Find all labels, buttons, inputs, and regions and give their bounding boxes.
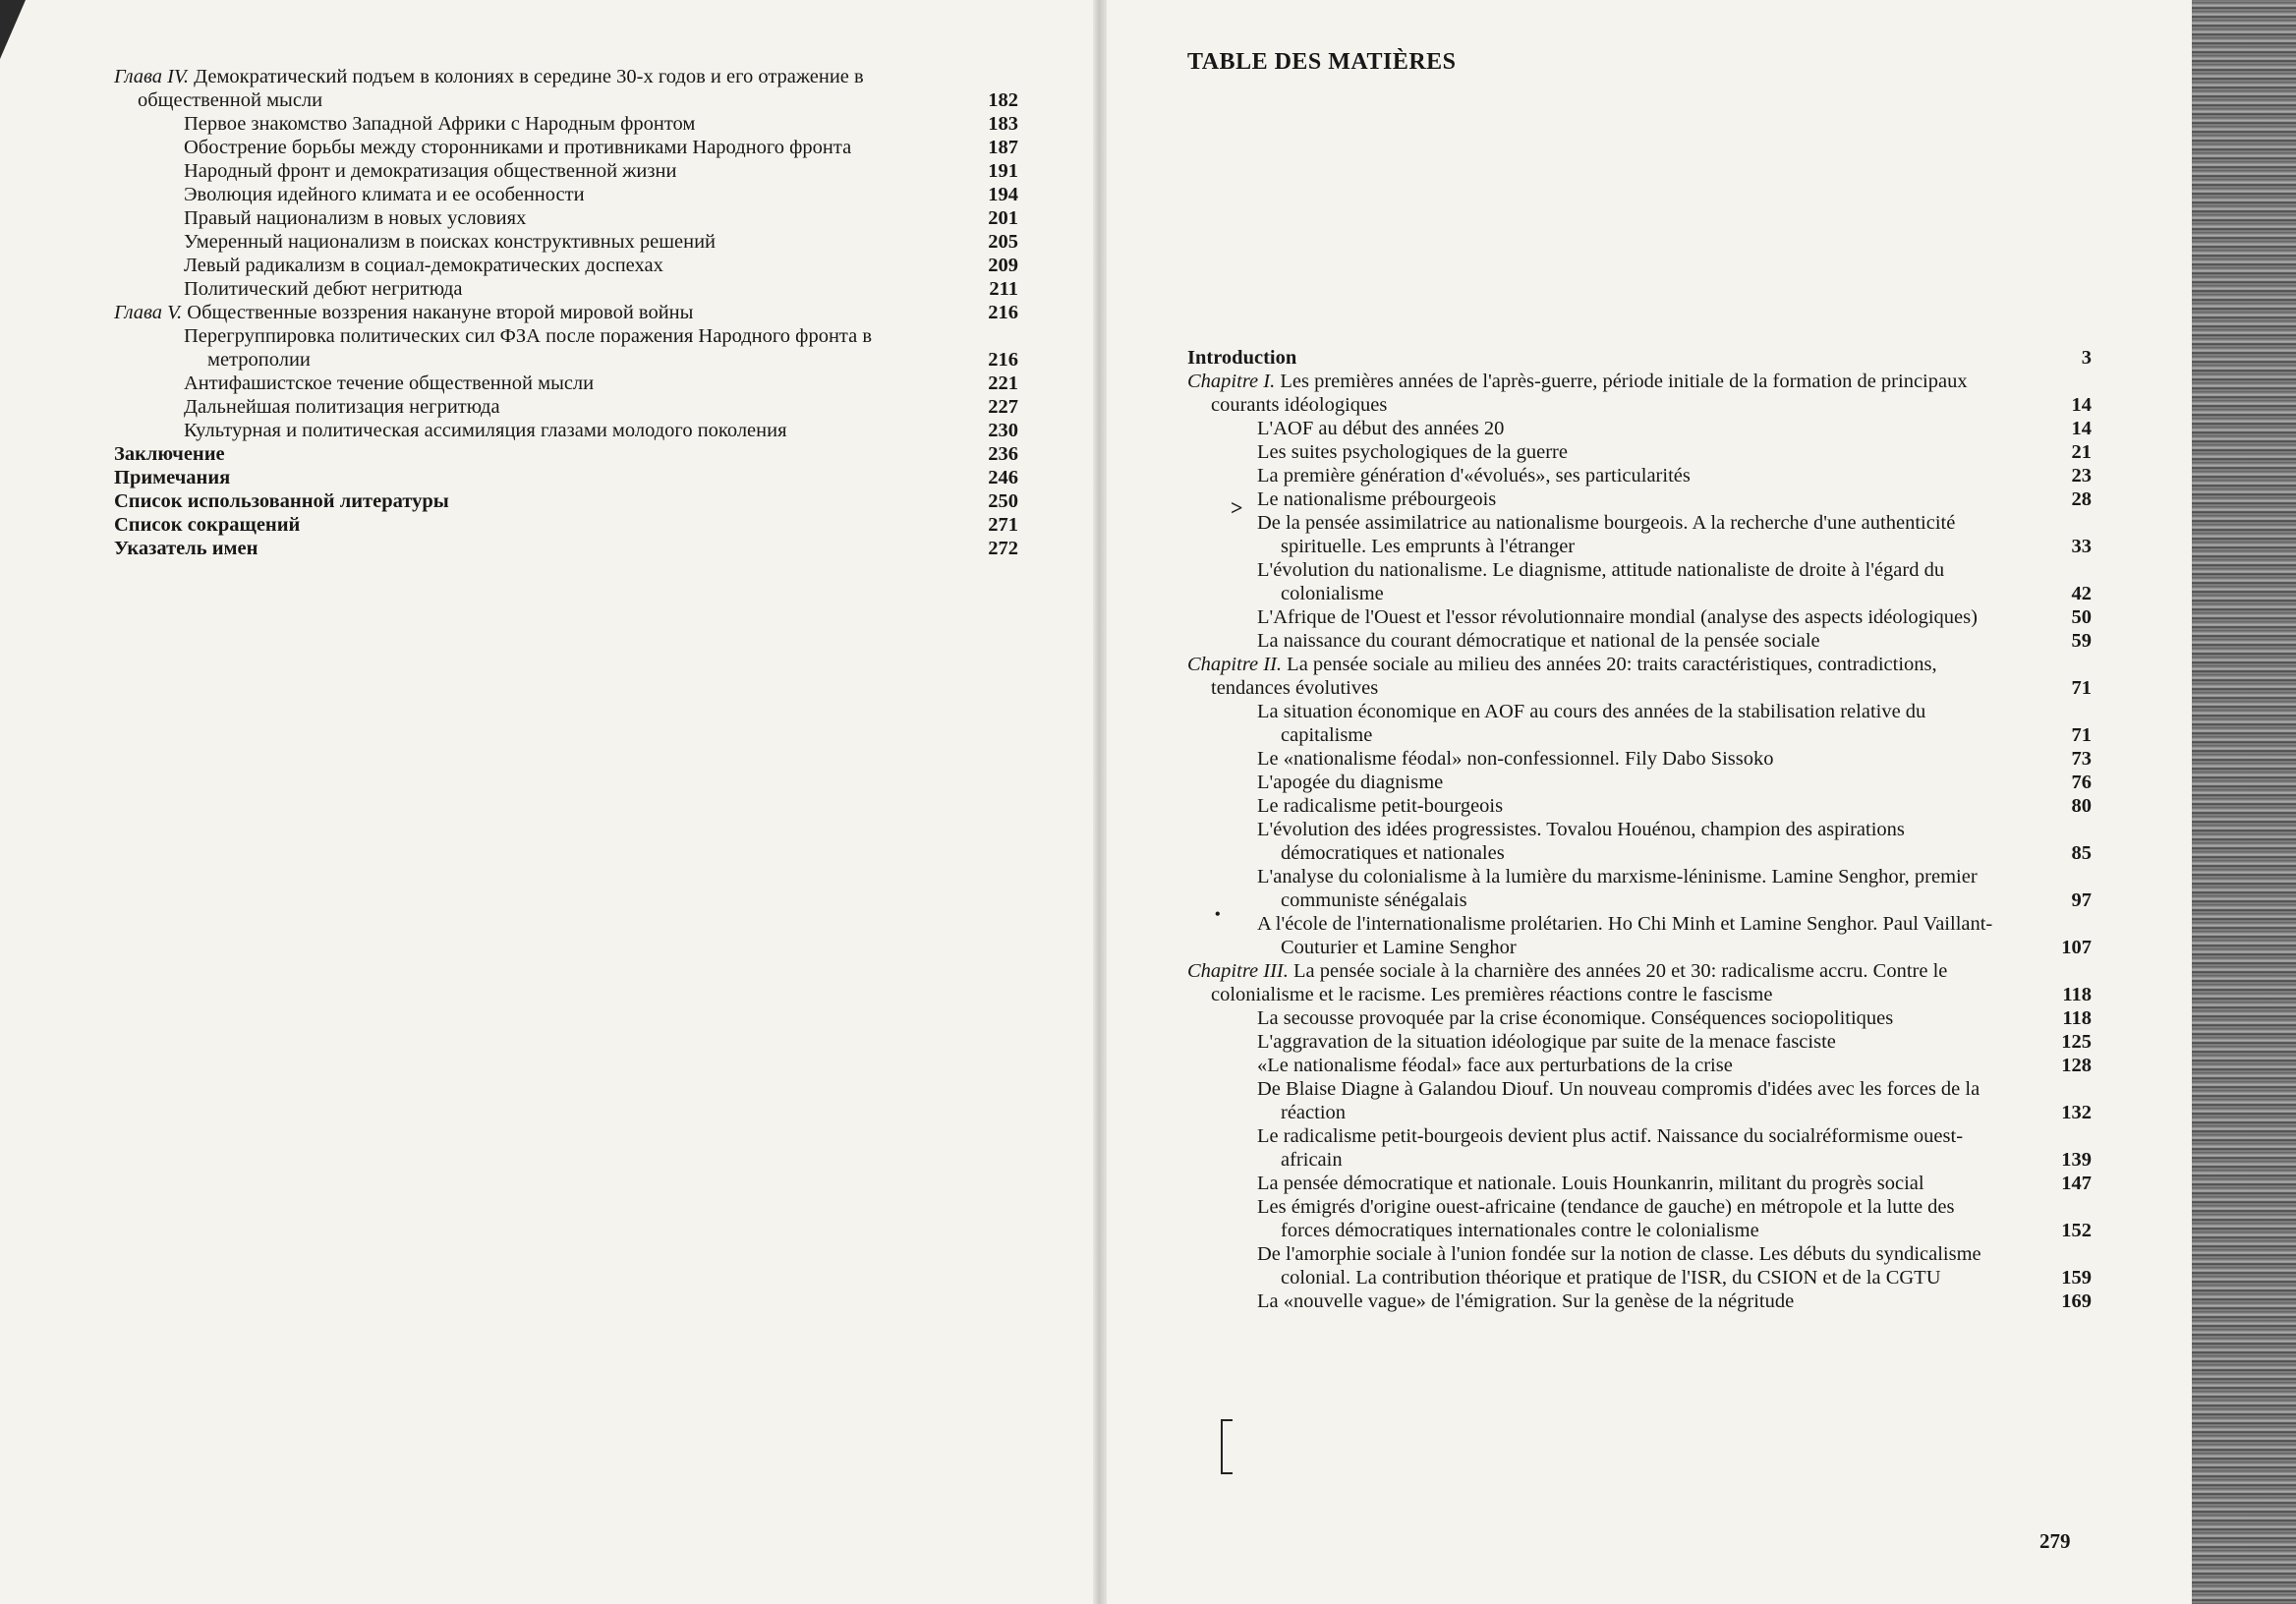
toc-page-number: 59	[2071, 630, 2092, 652]
toc-entry-title: L'aggravation de la situation idéologique par suite de la menace fasciste	[1257, 1031, 1836, 1053]
toc-page-number: 250	[988, 490, 1018, 512]
page-edge-stack	[2192, 0, 2296, 1604]
toc-entry	[114, 324, 1018, 372]
table-of-contents-title: TABLE DES MATIÈRES	[1187, 49, 1457, 75]
toc-entry-text	[1257, 771, 2092, 794]
toc-page-number: 194	[988, 184, 1018, 205]
toc-entry-text	[114, 537, 1018, 560]
toc-page-number: 125	[2061, 1031, 2092, 1053]
toc-page-number: 14	[2071, 418, 2092, 439]
corner-shadow	[0, 0, 26, 59]
toc-entry	[1187, 1124, 2092, 1172]
toc-page-number: 182	[988, 89, 1018, 111]
toc-entry	[114, 372, 1018, 395]
toc-page-number: 205	[988, 231, 1018, 253]
russian-table-of-contents	[114, 65, 1018, 560]
toc-entry-title: De Blaise Diagne à Galandou Diouf. Un nouveau compromis d'idées avec les forces de la réaction	[1257, 1078, 1980, 1123]
toc-entry-title: Перегруппировка политических сил ФЗА после поражения Народного фронта в метрополии	[184, 325, 873, 371]
toc-page-number: 128	[2061, 1055, 2092, 1076]
toc-entry-text	[1187, 653, 2092, 700]
margin-bullet-mark: •	[1215, 906, 1221, 923]
toc-entry-title: Народный фронт и демократизация общественной жизни	[184, 160, 677, 182]
toc-page-number: 159	[2061, 1267, 2092, 1289]
toc-entry-text	[1257, 1006, 2092, 1030]
toc-entry	[114, 442, 1018, 466]
toc-entry	[114, 254, 1018, 277]
toc-page-number: 132	[2061, 1102, 2092, 1123]
toc-entry-title: La naissance du courant démocratique et national de la pensée sociale	[1257, 630, 1820, 652]
toc-page-number: 152	[2061, 1220, 2092, 1241]
toc-page-number: 50	[2071, 606, 2092, 628]
toc-entry-title: L'AOF au début des années 20	[1257, 418, 1505, 439]
toc-page-number: 14	[2071, 394, 2092, 416]
toc-entry-title: Политический дебют негритюда	[184, 278, 463, 300]
toc-entry	[114, 537, 1018, 560]
toc-entry	[1187, 346, 2092, 370]
toc-page-number: 85	[2071, 842, 2092, 864]
toc-entry-text	[1257, 487, 2092, 511]
toc-entry	[1187, 771, 2092, 794]
toc-page-number: 236	[988, 443, 1018, 465]
toc-page-number: 221	[988, 372, 1018, 394]
toc-entry-text	[184, 230, 1018, 254]
toc-entry-text	[184, 324, 1018, 372]
toc-entry-text	[184, 112, 1018, 136]
toc-entry	[1187, 818, 2092, 865]
toc-page-number: 183	[988, 113, 1018, 135]
toc-entry-title: Introduction	[1187, 347, 1297, 369]
toc-page-number: 187	[988, 137, 1018, 158]
toc-entry-title: Умеренный национализм в поисках конструктивных решений	[184, 231, 717, 253]
toc-entry	[114, 419, 1018, 442]
toc-page-number: 42	[2071, 583, 2092, 604]
toc-page-number: 209	[988, 255, 1018, 276]
toc-entry-text	[114, 442, 1018, 466]
toc-entry-text	[1187, 370, 2092, 417]
toc-page-number: 28	[2071, 488, 2092, 510]
toc-entry-text	[1187, 959, 2092, 1006]
toc-entry-text	[1187, 346, 2092, 370]
toc-entry-text	[1257, 747, 2092, 771]
toc-page-number: 272	[988, 538, 1018, 559]
toc-entry-title: La situation économique en AOF au cours des années de la stabilisation relative du capitalisme	[1257, 701, 1926, 746]
toc-entry-title: Антифашистское течение общественной мысли	[184, 372, 595, 394]
toc-entry	[114, 206, 1018, 230]
toc-page-number: 73	[2071, 748, 2092, 770]
toc-entry	[1187, 417, 2092, 440]
toc-entry-text	[114, 65, 1018, 112]
toc-entry	[1187, 440, 2092, 464]
chapter-label: Глава V.	[114, 302, 183, 323]
toc-page-number: 107	[2061, 937, 2092, 958]
toc-page-number: 21	[2071, 441, 2092, 463]
toc-entry	[1187, 558, 2092, 605]
toc-entry	[1187, 629, 2092, 653]
toc-entry	[1187, 1242, 2092, 1289]
toc-entry	[1187, 1054, 2092, 1077]
toc-entry-text	[1257, 1195, 2092, 1242]
toc-entry-text	[184, 206, 1018, 230]
toc-entry	[1187, 511, 2092, 558]
toc-entry-title: La pensée démocratique et nationale. Louis Hounkanrin, militant du progrès social	[1257, 1173, 1924, 1194]
toc-entry-text	[1257, 1172, 2092, 1195]
toc-entry-text	[1257, 865, 2092, 912]
toc-entry-title: Дальнейшая политизация негритюда	[184, 396, 500, 418]
toc-entry-title: L'Afrique de l'Ouest et l'essor révolutionnaire mondial (analyse des aspects idéologiques)	[1257, 606, 1978, 628]
toc-entry-text	[1257, 1242, 2092, 1289]
toc-entry	[1187, 912, 2092, 959]
toc-entry	[114, 230, 1018, 254]
margin-arrow-mark: >	[1231, 495, 1243, 520]
toc-entry	[1187, 794, 2092, 818]
chapter-label: Chapitre I.	[1187, 371, 1276, 392]
toc-entry	[1187, 1030, 2092, 1054]
toc-entry-title: L'apogée du diagnisme	[1257, 772, 1444, 793]
toc-entry-title: Les émigrés d'origine ouest-africaine (tendance de gauche) en métropole et la lutte des forces démocratiques internationales contre le colonialisme	[1257, 1196, 1955, 1241]
toc-entry-text	[114, 466, 1018, 489]
toc-entry-text	[1257, 794, 2092, 818]
toc-page-number: 33	[2071, 536, 2092, 557]
toc-page-number: 230	[988, 420, 1018, 441]
toc-entry-title: Список сокращений	[114, 514, 301, 536]
toc-page-number: 118	[2062, 1007, 2092, 1029]
toc-entry-title: Правый национализм в новых условиях	[184, 207, 527, 229]
chapter-label: Chapitre II.	[1187, 654, 1283, 675]
toc-entry-title: La pensée sociale à la charnière des années 20 et 30: radicalisme accru. Contre le colonialisme et le racisme. Les premières réactions contre le fascisme	[1211, 960, 1948, 1005]
toc-entry-title: Левый радикализм в социал-демократических доспехах	[184, 255, 663, 276]
toc-entry-title: L'évolution du nationalisme. Le diagnisme, attitude nationaliste de droite à l'égard du colonialisme	[1257, 559, 1945, 604]
toc-entry-title: Les suites psychologiques de la guerre	[1257, 441, 1568, 463]
toc-entry-title: Обострение борьбы между сторонниками и противниками Народного фронта	[184, 137, 852, 158]
toc-entry	[1187, 464, 2092, 487]
toc-entry-text	[1257, 1124, 2092, 1172]
toc-entry-title: L'analyse du colonialisme à la lumière du marxisme-léninisme. Lamine Senghor, premier communiste sénégalais	[1257, 866, 1978, 911]
toc-entry-title: Общественные воззрения накануне второй мировой войны	[187, 302, 694, 323]
toc-entry-title: La «nouvelle vague» de l'émigration. Sur la genèse de la négritude	[1257, 1290, 1795, 1312]
toc-page-number: 71	[2071, 677, 2092, 699]
toc-entry	[114, 489, 1018, 513]
toc-page-number: 216	[988, 349, 1018, 371]
toc-entry-title: La première génération d'«évolués», ses particularités	[1257, 465, 1691, 487]
toc-entry	[1187, 700, 2092, 747]
toc-entry	[1187, 487, 2092, 511]
chapter-label: Chapitre III.	[1187, 960, 1289, 982]
toc-entry	[114, 277, 1018, 301]
toc-entry-title: Культурная и политическая ассимиляция глазами молодого поколения	[184, 420, 787, 441]
chapter-label: Глава IV.	[114, 66, 189, 87]
toc-entry-title: La pensée sociale au milieu des années 20: traits caractéristiques, contradictions, tendances évolutives	[1211, 654, 1937, 699]
toc-page-number: 271	[988, 514, 1018, 536]
toc-entry	[114, 466, 1018, 489]
toc-entry-title: Le «nationalisme féodal» non-confessionnel. Fily Dabo Sissoko	[1257, 748, 1774, 770]
toc-page-number: 23	[2071, 465, 2092, 487]
toc-page-number: 3	[2081, 347, 2092, 369]
toc-page-number: 76	[2071, 772, 2092, 793]
toc-page-number: 211	[989, 278, 1018, 300]
toc-entry	[114, 136, 1018, 159]
toc-entry	[1187, 370, 2092, 417]
toc-entry-text	[184, 395, 1018, 419]
toc-page-number: 201	[988, 207, 1018, 229]
toc-entry	[114, 183, 1018, 206]
toc-entry-title: Эволюция идейного климата и ее особенности	[184, 184, 585, 205]
toc-entry-title: De la pensée assimilatrice au nationalisme bourgeois. A la recherche d'une authenticité spirituelle. Les emprunts à l'étranger	[1257, 512, 1956, 557]
toc-entry	[114, 65, 1018, 112]
book-gutter	[1093, 0, 1107, 1604]
toc-entry	[114, 112, 1018, 136]
toc-entry-text	[1257, 1289, 2092, 1313]
toc-entry	[1187, 959, 2092, 1006]
toc-entry-text	[184, 277, 1018, 301]
toc-entry-text	[184, 254, 1018, 277]
toc-page-number: 80	[2071, 795, 2092, 817]
toc-entry-title: Демократический подъем в колониях в середине 30-х годов и его отражение в общественной мысли	[138, 66, 864, 111]
toc-entry-title: Первое знакомство Западной Африки с Народным фронтом	[184, 113, 696, 135]
toc-entry-title: Указатель имен	[114, 538, 258, 559]
toc-entry	[1187, 747, 2092, 771]
toc-entry	[114, 159, 1018, 183]
toc-entry-text	[184, 159, 1018, 183]
toc-entry-title: Le radicalisme petit-bourgeois	[1257, 795, 1504, 817]
toc-entry-text	[184, 183, 1018, 206]
toc-entry-title: L'évolution des idées progressistes. Tovalou Houénou, champion des aspirations démocratiques et nationales	[1257, 819, 1905, 864]
toc-entry-text	[1257, 1030, 2092, 1054]
toc-entry-text	[1257, 605, 2092, 629]
toc-entry-title: Le radicalisme petit-bourgeois devient plus actif. Naissance du socialréformisme ouest-africain	[1257, 1125, 1964, 1171]
toc-entry	[1187, 1195, 2092, 1242]
toc-page-number: 97	[2071, 889, 2092, 911]
toc-entry-title: Les premières années de l'après-guerre, période initiale de la formation de principaux courants idéologiques	[1211, 371, 1968, 416]
toc-entry-text	[1257, 417, 2092, 440]
toc-page-number: 147	[2061, 1173, 2092, 1194]
toc-page-number: 216	[988, 302, 1018, 323]
toc-entry-text	[1257, 464, 2092, 487]
margin-bracket-mark	[1221, 1419, 1233, 1474]
toc-entry-text	[184, 136, 1018, 159]
toc-entry	[1187, 653, 2092, 700]
toc-entry-text	[1257, 818, 2092, 865]
toc-page-number: 246	[988, 467, 1018, 488]
toc-entry	[1187, 605, 2092, 629]
toc-page-number: 169	[2061, 1290, 2092, 1312]
toc-entry	[1187, 1289, 2092, 1313]
toc-page-number: 139	[2061, 1149, 2092, 1171]
toc-entry	[1187, 1006, 2092, 1030]
toc-entry-text	[1257, 700, 2092, 747]
toc-entry-text	[1257, 629, 2092, 653]
french-table-of-contents	[1187, 346, 2092, 1313]
toc-entry-title: La secousse provoquée par la crise économique. Conséquences sociopolitiques	[1257, 1007, 1894, 1029]
toc-entry	[1187, 865, 2092, 912]
toc-entry-text	[114, 513, 1018, 537]
toc-entry-text	[114, 301, 1018, 324]
toc-page-number: 71	[2071, 724, 2092, 746]
toc-entry-title: Le nationalisme prébourgeois	[1257, 488, 1497, 510]
toc-entry	[1187, 1077, 2092, 1124]
toc-entry-title: De l'amorphie sociale à l'union fondée sur la notion de classe. Les débuts du syndicalisme colonial. La contribution théorique et pratique de l'ISR, du CSION et de la CGTU	[1257, 1243, 1981, 1289]
toc-entry-text	[1257, 511, 2092, 558]
toc-page-number: 118	[2062, 984, 2092, 1005]
toc-entry	[114, 513, 1018, 537]
toc-entry-text	[1257, 1077, 2092, 1124]
toc-entry-title: Примечания	[114, 467, 231, 488]
toc-entry-text	[184, 419, 1018, 442]
toc-entry-text	[1257, 440, 2092, 464]
toc-entry-title: A l'école de l'internationalisme prolétarien. Ho Chi Minh et Lamine Senghor. Paul Vaillant-Couturier et Lamine Senghor	[1257, 913, 1993, 958]
toc-entry	[114, 395, 1018, 419]
toc-entry-title: Список использованной литературы	[114, 490, 449, 512]
toc-page-number: 227	[988, 396, 1018, 418]
toc-entry-text	[1257, 912, 2092, 959]
toc-entry	[114, 301, 1018, 324]
page-number: 279	[2039, 1529, 2071, 1553]
toc-page-number: 191	[988, 160, 1018, 182]
toc-entry-text	[1257, 1054, 2092, 1077]
toc-entry-text	[114, 489, 1018, 513]
toc-entry-text	[1257, 558, 2092, 605]
toc-entry	[1187, 1172, 2092, 1195]
toc-entry-title: «Le nationalisme féodal» face aux perturbations de la crise	[1257, 1055, 1733, 1076]
toc-entry-text	[184, 372, 1018, 395]
toc-entry-title: Заключение	[114, 443, 225, 465]
